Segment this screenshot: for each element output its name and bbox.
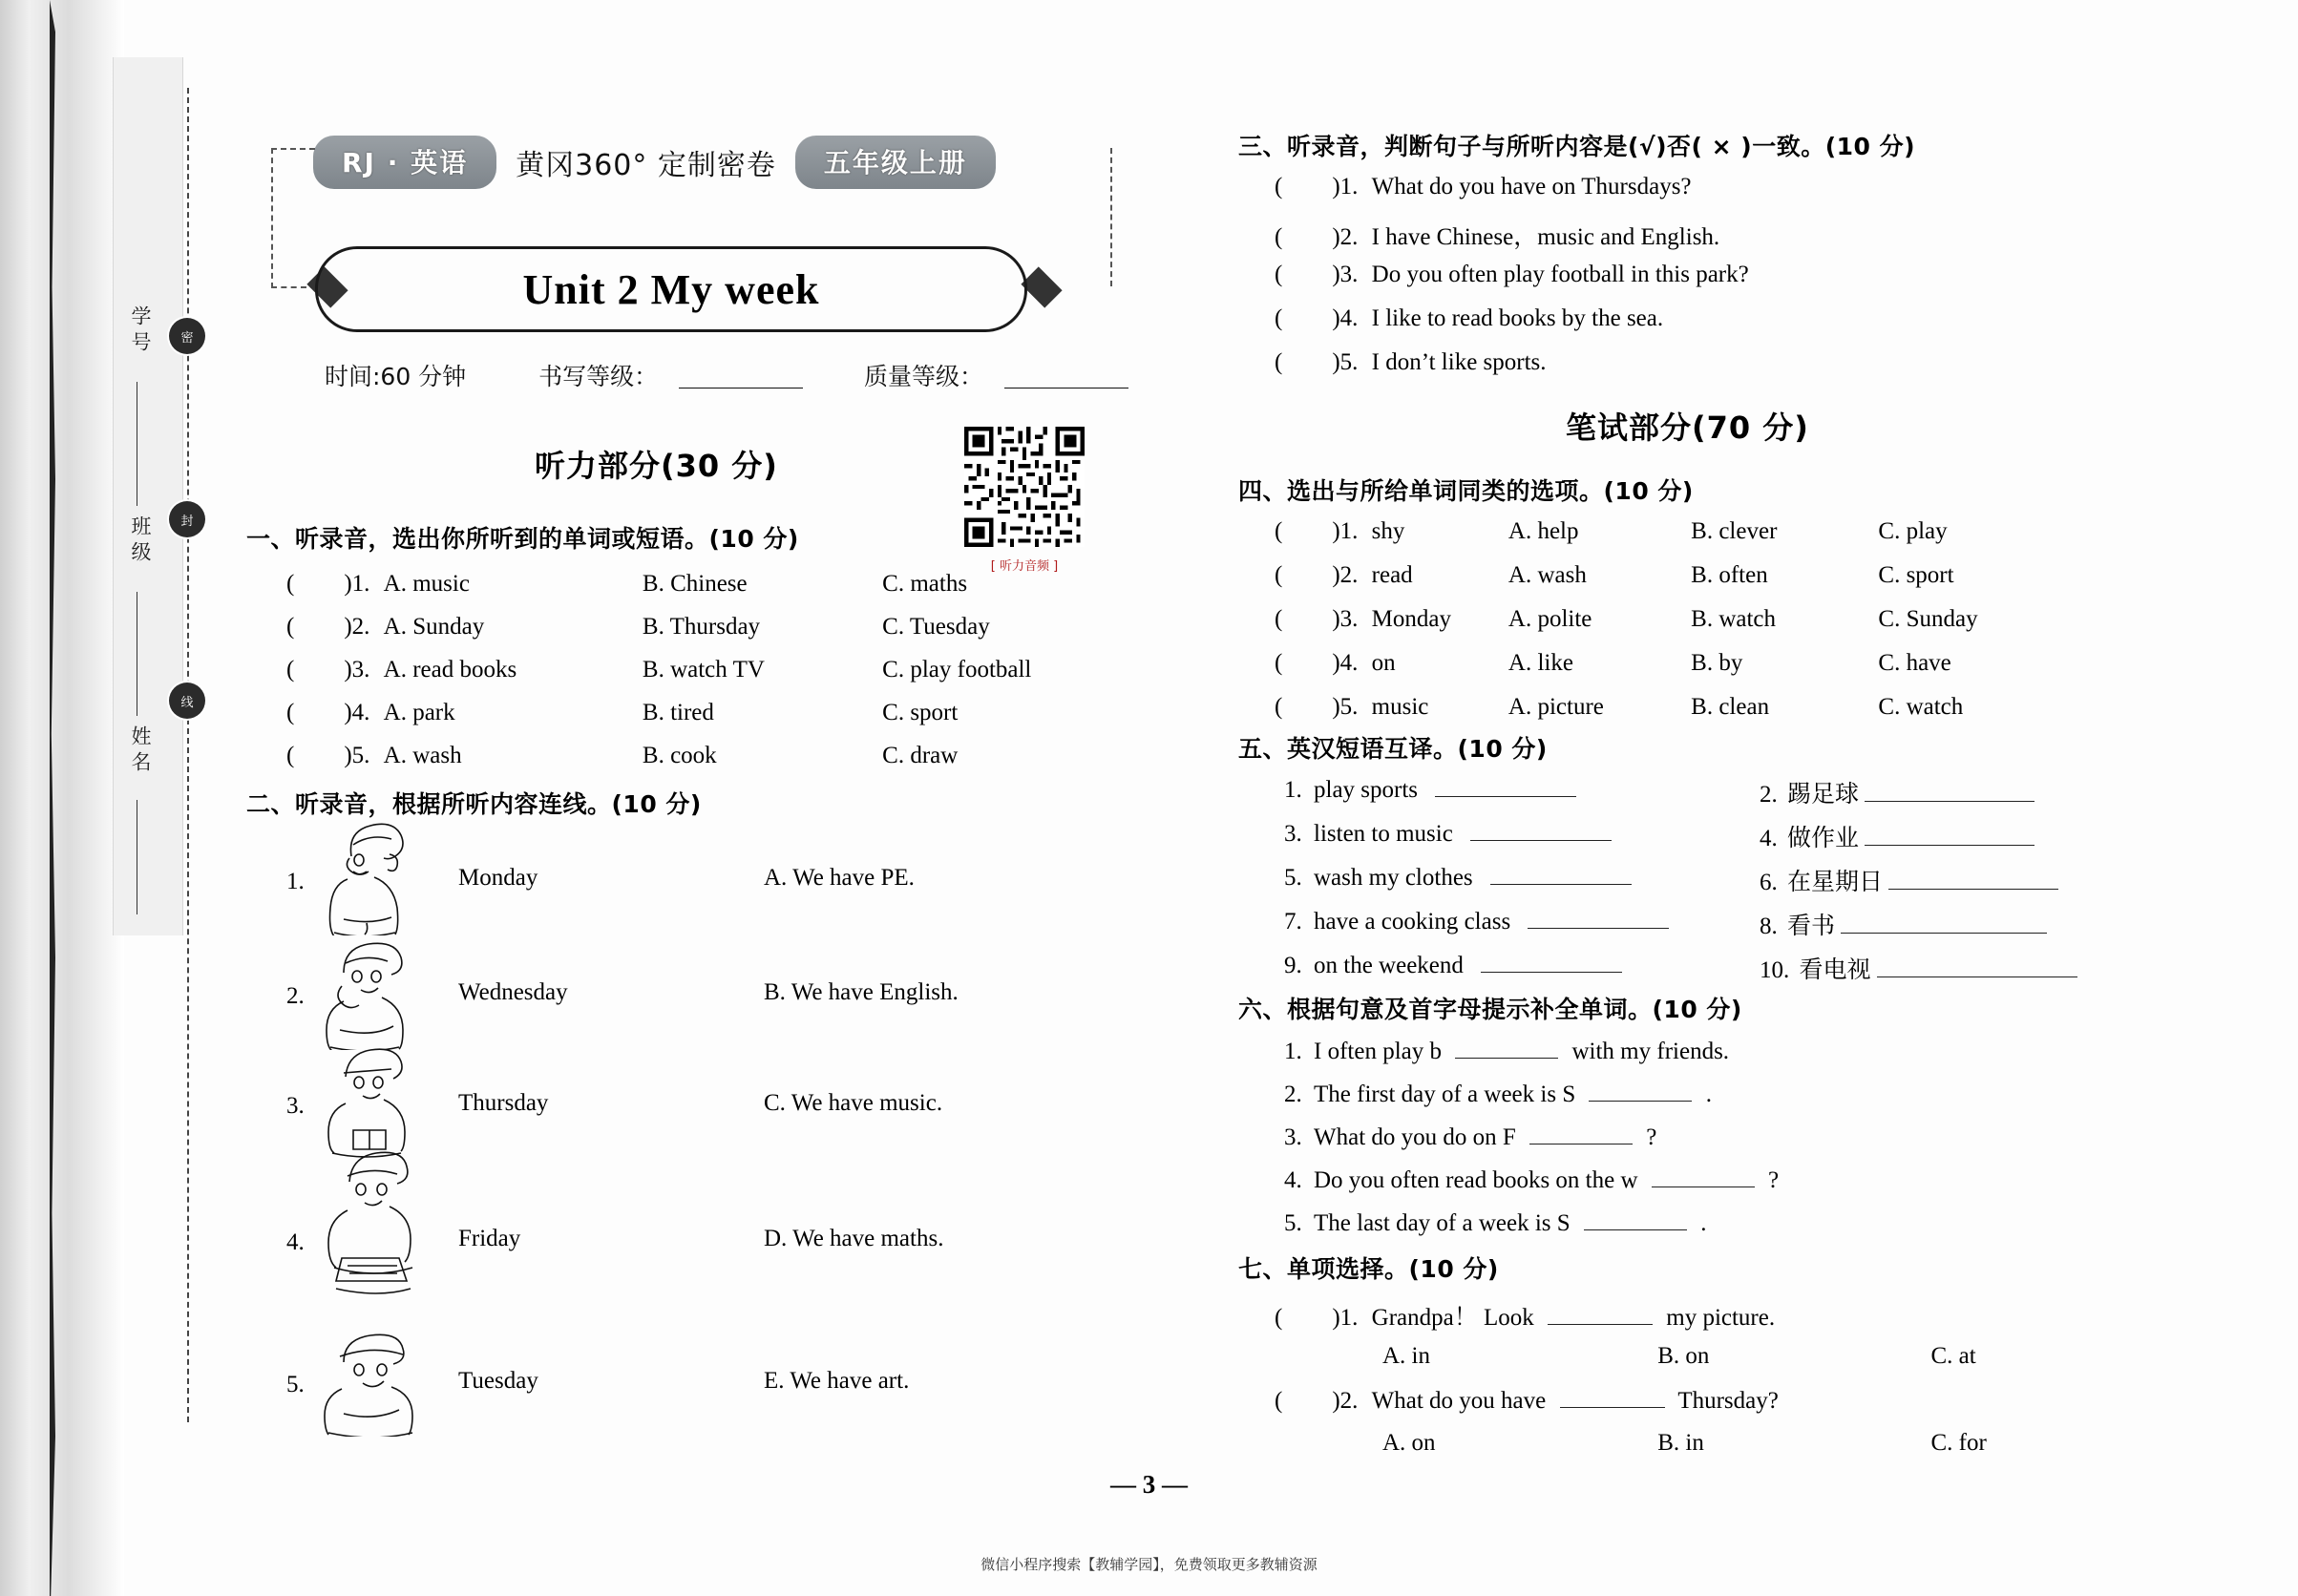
q1-5-row bbox=[286, 743, 958, 769]
item-number: 5. bbox=[1284, 865, 1302, 891]
sentence-after: with my friends. bbox=[1571, 1039, 1730, 1064]
option-c[interactable]: C. draw bbox=[882, 743, 959, 768]
answer-bracket[interactable]: ( ) bbox=[1275, 174, 1340, 200]
title-connector-right bbox=[1110, 148, 1112, 286]
section-4-title: 四、选出与所给单词同类的选项。(10 分) bbox=[1238, 477, 1694, 505]
option-b[interactable]: B. often bbox=[1691, 562, 1768, 588]
q-number: 4. bbox=[351, 700, 370, 725]
sentence-after: ? bbox=[1768, 1167, 1780, 1193]
student-info-panel bbox=[113, 57, 183, 935]
answer-blank[interactable] bbox=[1548, 1303, 1653, 1325]
item-text: have a cooking class bbox=[1314, 909, 1511, 934]
option-c[interactable]: C. sport bbox=[882, 700, 959, 725]
item-text: 看电视 bbox=[1799, 956, 1871, 983]
item-number: 2. bbox=[1760, 782, 1778, 808]
spine-label-name: 姓名 bbox=[129, 725, 152, 777]
q-text: Do you often play football in this park? bbox=[1371, 262, 1749, 287]
match-row-2-number: 2. bbox=[286, 983, 305, 1009]
option-a[interactable]: A. picture bbox=[1507, 694, 1604, 720]
series-title: 黄冈360° 定制密卷 bbox=[516, 149, 776, 182]
section-6-title: 六、根据句意及首字母提示补全单词。(10 分) bbox=[1238, 996, 1742, 1023]
q-number: 4. bbox=[1339, 305, 1359, 331]
answer-bracket[interactable]: ( ) bbox=[1275, 606, 1340, 632]
q5-8-row bbox=[1760, 907, 2047, 941]
footer-note: 微信小程序搜索【教辅学园】，免费领取更多教辅资源 bbox=[980, 1556, 1318, 1573]
sentence-after: . bbox=[1700, 1210, 1707, 1236]
option-a[interactable]: A. music bbox=[383, 571, 470, 597]
answer-bracket[interactable]: ( ) bbox=[1275, 562, 1340, 588]
option-c[interactable]: C. have bbox=[1878, 650, 1951, 676]
option-c[interactable]: C. Sunday bbox=[1878, 606, 1978, 632]
option-a[interactable]: A. Sunday bbox=[383, 614, 485, 640]
seal-stamp-2: 封 bbox=[169, 501, 205, 537]
listening-part-heading: 听力部分(30 分) bbox=[535, 448, 778, 484]
q7-2-options bbox=[1382, 1430, 1987, 1457]
sentence-before: Grandpa！ Look bbox=[1371, 1305, 1534, 1331]
writing-grade-blank[interactable] bbox=[679, 363, 803, 388]
match-row-4-day[interactable]: Friday bbox=[458, 1226, 521, 1251]
item-text: 看书 bbox=[1787, 912, 1836, 939]
q1-4-row bbox=[286, 700, 958, 726]
quality-grade-label: 质量等级： bbox=[863, 363, 983, 390]
match-row-5-option[interactable]: E. We have art. bbox=[764, 1368, 910, 1394]
item-number: 3. bbox=[1284, 1124, 1302, 1150]
unit-title-box bbox=[315, 246, 1027, 332]
answer-bracket[interactable]: ( ) bbox=[286, 700, 352, 725]
option-a[interactable]: A. help bbox=[1507, 518, 1579, 544]
q-number: 5. bbox=[1339, 349, 1359, 375]
answer-blank[interactable] bbox=[1865, 780, 2034, 802]
item-number: 9. bbox=[1284, 953, 1302, 978]
spine-label-student-id: 学号 bbox=[129, 305, 152, 357]
answer-bracket[interactable]: ( ) bbox=[1275, 518, 1340, 544]
option-a[interactable]: A. in bbox=[1382, 1343, 1430, 1369]
option-b[interactable]: B. cook bbox=[642, 743, 717, 768]
section-5-title: 五、英汉短语互译。(10 分) bbox=[1238, 735, 1548, 763]
answer-blank[interactable] bbox=[1877, 956, 2077, 977]
answer-bracket[interactable]: ( ) bbox=[1275, 224, 1340, 250]
answer-blank[interactable] bbox=[1455, 1037, 1558, 1059]
q6-4-row bbox=[1284, 1166, 1779, 1194]
q-number: 1. bbox=[1339, 174, 1359, 200]
q3-1-row bbox=[1275, 174, 1692, 200]
q4-1-row bbox=[1275, 518, 1948, 545]
match-row-3-day[interactable]: Thursday bbox=[458, 1090, 549, 1116]
option-c[interactable]: C. play bbox=[1878, 518, 1948, 544]
q5-7-row bbox=[1284, 907, 1669, 935]
q7-1-row bbox=[1275, 1298, 1775, 1333]
seal-fold-line bbox=[187, 88, 189, 1422]
item-text: wash my clothes bbox=[1314, 865, 1473, 891]
q-number: 1. bbox=[351, 571, 370, 597]
item-number: 6. bbox=[1760, 870, 1778, 895]
q-number: 2. bbox=[1339, 1388, 1359, 1414]
q-text: I have Chinese，music and English. bbox=[1371, 224, 1720, 250]
match-row-5-number: 5. bbox=[286, 1372, 305, 1397]
q-word: read bbox=[1371, 562, 1413, 588]
page-title: Unit 2 My week bbox=[522, 265, 820, 313]
sentence-after: my picture. bbox=[1666, 1305, 1776, 1331]
page-number: — 3 — bbox=[1110, 1470, 1188, 1499]
option-c[interactable]: C. watch bbox=[1878, 694, 1964, 720]
option-c[interactable]: C. sport bbox=[1878, 562, 1954, 588]
person-illustration-3 bbox=[315, 1039, 420, 1158]
option-b[interactable]: B. clever bbox=[1691, 518, 1778, 544]
option-a[interactable]: A. wash bbox=[1507, 562, 1587, 588]
q5-6-row bbox=[1760, 863, 2058, 897]
option-b[interactable]: B. watch bbox=[1691, 606, 1777, 632]
q-word: on bbox=[1371, 650, 1396, 676]
option-b[interactable]: B. clean bbox=[1691, 694, 1770, 720]
q-number: 5. bbox=[351, 743, 370, 768]
answer-bracket[interactable]: ( ) bbox=[1275, 1388, 1340, 1414]
answer-blank[interactable] bbox=[1584, 1208, 1687, 1230]
option-c[interactable]: C. for bbox=[1930, 1430, 1987, 1456]
match-row-1-day[interactable]: Monday bbox=[458, 865, 538, 891]
written-part-heading: 笔试部分(70 分) bbox=[1566, 410, 1809, 446]
q5-1-row bbox=[1284, 775, 1576, 804]
sentence-after: . bbox=[1705, 1082, 1712, 1107]
grade-badge: 五年级上册 bbox=[795, 136, 996, 189]
q5-10-row bbox=[1760, 951, 2077, 985]
q1-3-row bbox=[286, 657, 1031, 683]
match-row-3-option[interactable]: C. We have music. bbox=[764, 1090, 943, 1116]
item-number: 8. bbox=[1760, 914, 1778, 939]
answer-bracket[interactable]: ( ) bbox=[1275, 262, 1340, 287]
q6-1-row bbox=[1284, 1037, 1729, 1065]
sentence-before: The last day of a week is S bbox=[1314, 1210, 1571, 1236]
q-text: I don’t like sports. bbox=[1371, 349, 1547, 375]
option-b[interactable]: B. by bbox=[1691, 650, 1743, 676]
match-row-3-number: 3. bbox=[286, 1093, 305, 1119]
item-text: 做作业 bbox=[1787, 824, 1860, 851]
audio-qr-block bbox=[959, 427, 1089, 574]
quality-grade-blank[interactable] bbox=[1004, 363, 1128, 388]
q5-9-row bbox=[1284, 951, 1622, 979]
header-bar bbox=[313, 136, 996, 189]
option-a[interactable]: A. on bbox=[1382, 1430, 1436, 1456]
q5-2-row bbox=[1760, 775, 2034, 809]
q-number: 3. bbox=[351, 657, 370, 682]
answer-blank[interactable] bbox=[1888, 868, 2058, 890]
qr-code-icon[interactable] bbox=[964, 427, 1085, 547]
answer-bracket[interactable]: ( ) bbox=[1275, 650, 1340, 676]
answer-blank[interactable] bbox=[1529, 1123, 1633, 1144]
q-text: What do you have on Thursdays? bbox=[1371, 174, 1692, 200]
person-illustration-5 bbox=[315, 1322, 430, 1437]
q7-1-options bbox=[1382, 1343, 1976, 1370]
q6-3-row bbox=[1284, 1123, 1656, 1151]
item-number: 4. bbox=[1760, 826, 1778, 851]
answer-blank[interactable] bbox=[1481, 951, 1622, 973]
item-number: 1. bbox=[1284, 777, 1302, 803]
q5-3-row bbox=[1284, 819, 1612, 848]
section-1-title: 一、听录音，选出你所听到的单词或短语。(10 分) bbox=[246, 525, 799, 553]
q3-3-row bbox=[1275, 262, 1749, 288]
answer-blank[interactable] bbox=[1652, 1166, 1755, 1187]
q3-4-row bbox=[1275, 305, 1663, 332]
item-number: 7. bbox=[1284, 909, 1302, 934]
scan-spine-shadow bbox=[0, 0, 29, 1596]
option-a[interactable]: A. wash bbox=[383, 743, 462, 768]
answer-bracket[interactable]: ( ) bbox=[286, 614, 352, 640]
sentence-before: Do you often read books on the w bbox=[1314, 1167, 1638, 1193]
answer-blank[interactable] bbox=[1865, 824, 2034, 846]
section-3-title: 三、听录音，判断句子与所听内容是(√)否( × )一致。(10 分) bbox=[1238, 133, 1916, 160]
match-row-2-day[interactable]: Wednesday bbox=[458, 979, 568, 1005]
item-number: 1. bbox=[1284, 1039, 1302, 1064]
q3-2-row bbox=[1275, 218, 1719, 252]
answer-blank[interactable] bbox=[1841, 912, 2047, 934]
option-a[interactable]: A. read books bbox=[383, 657, 517, 682]
option-b[interactable]: B. on bbox=[1657, 1343, 1710, 1369]
q-word: shy bbox=[1371, 518, 1405, 544]
answer-blank[interactable] bbox=[1589, 1080, 1692, 1102]
q-word: Monday bbox=[1371, 606, 1451, 632]
answer-blank[interactable] bbox=[1560, 1386, 1665, 1408]
option-a[interactable]: A. polite bbox=[1507, 606, 1592, 632]
answer-bracket[interactable]: ( ) bbox=[1275, 694, 1340, 720]
match-row-5-day[interactable]: Tuesday bbox=[458, 1368, 538, 1394]
answer-bracket[interactable]: ( ) bbox=[1275, 1305, 1340, 1331]
sentence-after: ? bbox=[1646, 1124, 1657, 1150]
match-row-4-option[interactable]: D. We have maths. bbox=[764, 1226, 944, 1251]
qr-caption: [ 听力音频 ] bbox=[990, 559, 1059, 574]
q3-5-row bbox=[1275, 349, 1547, 376]
seal-stamp-1: 密 bbox=[169, 318, 205, 354]
match-row-1-number: 1. bbox=[286, 869, 305, 894]
exam-meta bbox=[325, 358, 1128, 392]
q-number: 4. bbox=[1339, 650, 1359, 676]
option-c[interactable]: C. at bbox=[1930, 1343, 1976, 1369]
person-illustration-4 bbox=[315, 1145, 430, 1298]
item-text: play sports bbox=[1314, 777, 1419, 803]
option-c[interactable]: C. play football bbox=[882, 657, 1032, 682]
q1-1-row bbox=[286, 571, 967, 598]
answer-bracket[interactable]: ( ) bbox=[1275, 349, 1340, 375]
q1-2-row bbox=[286, 614, 990, 640]
q5-4-row bbox=[1760, 819, 2034, 853]
seal-stamp-3: 线 bbox=[169, 682, 205, 719]
sentence-before: What do you do on F bbox=[1314, 1124, 1516, 1150]
q-word: music bbox=[1371, 694, 1429, 720]
q-text: I like to read books by the sea. bbox=[1371, 305, 1664, 331]
section-2-title: 二、听录音，根据所听内容连线。(10 分) bbox=[246, 790, 702, 818]
option-b[interactable]: B. Thursday bbox=[642, 614, 761, 640]
q-number: 1. bbox=[1339, 1305, 1359, 1331]
q-number: 5. bbox=[1339, 694, 1359, 720]
q6-5-row bbox=[1284, 1208, 1706, 1237]
q-number: 1. bbox=[1339, 518, 1359, 544]
answer-blank[interactable] bbox=[1435, 775, 1576, 797]
q-number: 2. bbox=[351, 614, 370, 640]
answer-blank[interactable] bbox=[1528, 907, 1669, 929]
item-text: 在星期日 bbox=[1787, 868, 1884, 895]
option-a[interactable]: A. like bbox=[1507, 650, 1573, 676]
option-b[interactable]: B. tired bbox=[642, 700, 714, 725]
answer-blank[interactable] bbox=[1490, 863, 1632, 885]
person-illustration-1 bbox=[315, 816, 420, 935]
match-row-4-number: 4. bbox=[286, 1229, 305, 1255]
option-b[interactable]: B. Chinese bbox=[642, 571, 748, 597]
sentence-after: Thursday? bbox=[1677, 1388, 1779, 1414]
q7-2-row bbox=[1275, 1386, 1779, 1415]
time-label: 时间:60 分钟 bbox=[325, 363, 467, 390]
item-number: 10. bbox=[1760, 957, 1790, 983]
q4-3-row bbox=[1275, 606, 1978, 633]
person-illustration-2 bbox=[315, 931, 420, 1050]
item-text: 踢足球 bbox=[1787, 780, 1860, 808]
option-c[interactable]: C. maths bbox=[882, 571, 968, 597]
item-number: 4. bbox=[1284, 1167, 1302, 1193]
option-b[interactable]: B. in bbox=[1657, 1430, 1704, 1456]
sentence-before: I often play b bbox=[1314, 1039, 1442, 1064]
spine-label-class: 班级 bbox=[129, 515, 152, 567]
q-number: 3. bbox=[1339, 262, 1359, 287]
answer-bracket[interactable]: ( ) bbox=[286, 743, 352, 768]
writing-grade-label: 书写等级： bbox=[538, 363, 659, 390]
option-c[interactable]: C. Tuesday bbox=[882, 614, 990, 640]
q4-5-row bbox=[1275, 694, 1963, 721]
sentence-before: The first day of a week is S bbox=[1314, 1082, 1576, 1107]
q6-2-row bbox=[1284, 1080, 1712, 1108]
item-number: 2. bbox=[1284, 1082, 1302, 1107]
q-number: 2. bbox=[1339, 224, 1359, 250]
answer-bracket[interactable]: ( ) bbox=[1275, 305, 1340, 331]
sentence-before: What do you have bbox=[1371, 1388, 1547, 1414]
q-number: 2. bbox=[1339, 562, 1359, 588]
q5-5-row bbox=[1284, 863, 1632, 892]
q4-4-row bbox=[1275, 650, 1951, 677]
answer-blank[interactable] bbox=[1470, 819, 1612, 841]
subject-badge: RJ · 英语 bbox=[313, 136, 496, 189]
option-a[interactable]: A. park bbox=[383, 700, 455, 725]
answer-bracket[interactable]: ( ) bbox=[286, 657, 352, 682]
item-text: listen to music bbox=[1314, 821, 1453, 847]
item-text: on the weekend bbox=[1314, 953, 1464, 978]
match-row-1-option[interactable]: A. We have PE. bbox=[764, 865, 915, 891]
q4-2-row bbox=[1275, 562, 1954, 589]
answer-bracket[interactable]: ( ) bbox=[286, 571, 352, 597]
match-row-2-option[interactable]: B. We have English. bbox=[764, 979, 959, 1005]
option-b[interactable]: B. watch TV bbox=[642, 657, 765, 682]
item-number: 5. bbox=[1284, 1210, 1302, 1236]
item-number: 3. bbox=[1284, 821, 1302, 847]
section-7-title: 七、单项选择。(10 分) bbox=[1238, 1255, 1499, 1283]
q-number: 3. bbox=[1339, 606, 1359, 632]
